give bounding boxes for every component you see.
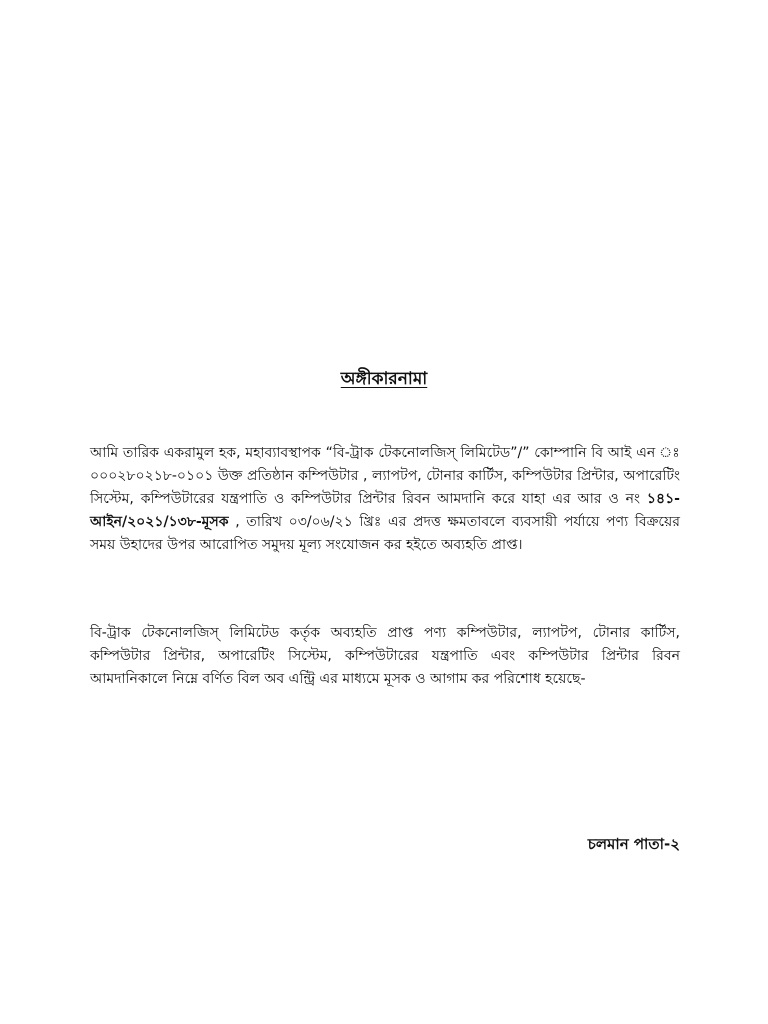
undertaking-paragraph	[90, 442, 680, 557]
payment-paragraph: বি-ট্রাক টেকনোলজিস্ লিমিটেড কর্তৃক অব্যহতি প্রাপ্ত পণ্য কম্পিউটার, ল্যাপটপ, টোনার কার্টিস, কম্পিউটার প্রিন্টার, অপারেটিং সিস্টেম, কম্পিউটারের যন্ত্রপাতি এবং কম্পিউটার প্রিন্টার রিবন আমদানিকালে নিম্নে বর্ণিত বিল অব এন্ট্রি এর মাধ্যমে মূসক ও আগাম কর পরিশোধ হয়েছে-	[90, 625, 680, 687]
document-title-text: অঙ্গীকারনামা	[340, 369, 428, 389]
paragraph-text-remainder: , তারিখ ০৩/০৬/২১ খ্রিঃ এর প্রদত্ত ক্ষমতাবলে ব্যবসায়ী পর্যায়ে পণ্য বিক্রয়ের সময় উহাদের উপর আরোপিত সমুদয় মূল্য সংযোজন কর হইতে অব্যহতি প্রাপ্ত।	[90, 514, 680, 553]
paragraph-text-intro: আমি তারিক একরামুল হক, মহাব্যাবস্থাপক “বি-ট্রাক টেকনোলজিস্ লিমিটেড”/” কোম্পানি বি আই এন ঃ ০০০২৮০২১৮-০১০১ উক্ত প্রতিষ্ঠান কম্পিউটার , ল্যাপটপ, টোনার কার্টিস, কম্পিউটার প্রিন্টার, অপারেটিং সিস্টেম, কম্পিউটারের যন্ত্রপাতি ও কম্পিউটার প্রিন্টার রিবন আমদানি করে যাহা এর আর ও নং	[90, 445, 680, 507]
continued-page-label: চলমান পাতা-২	[587, 835, 680, 853]
sro-reference-number: ১৪১-আইন/২০২১/১৩৮-মূসক	[90, 491, 680, 530]
document-title	[0, 366, 768, 394]
